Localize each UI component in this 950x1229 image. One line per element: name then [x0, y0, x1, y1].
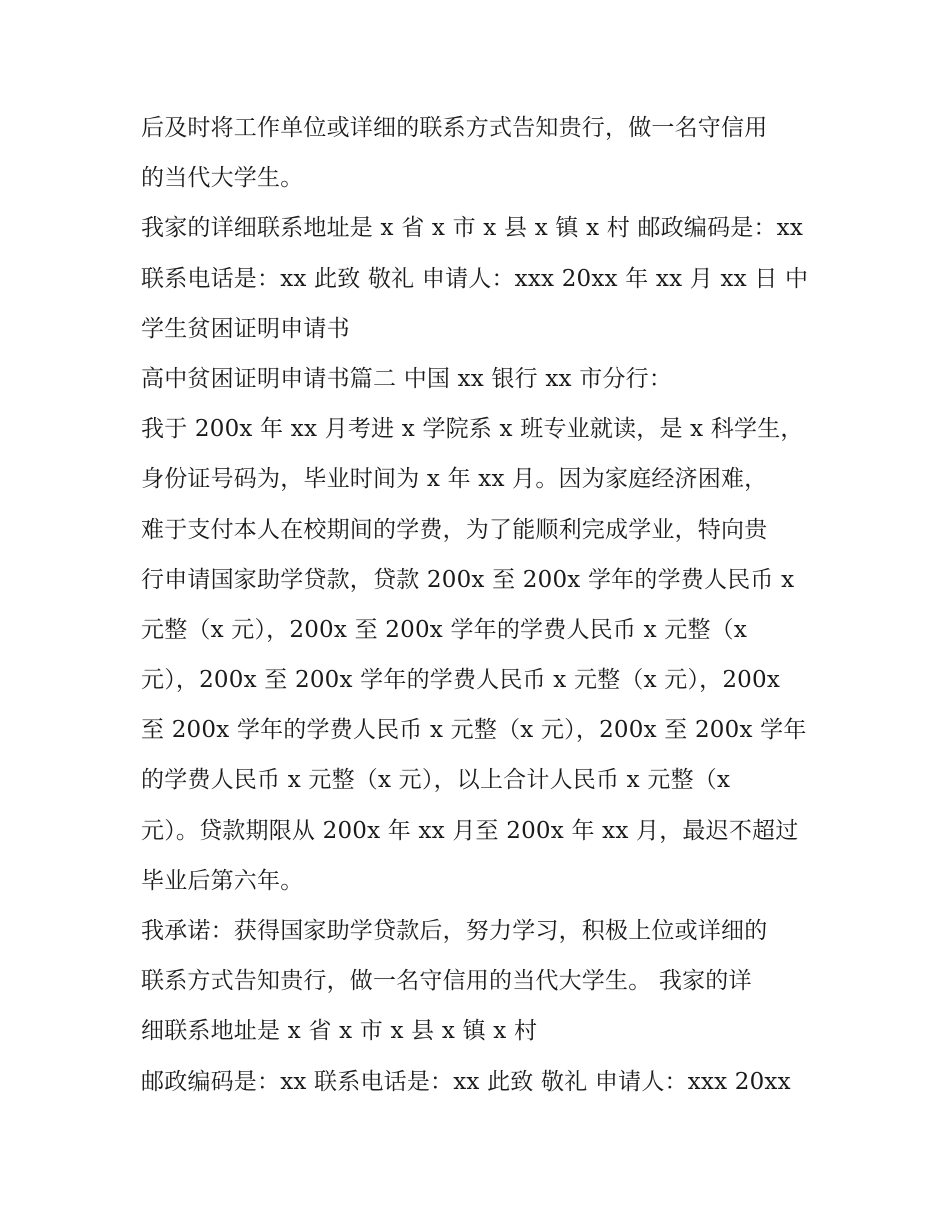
text-line: 元），200x 至 200x 学年的学费人民币 x 元整（x 元），200x [141, 667, 781, 694]
text-line: 我于 200x 年 xx 月考进 x 学院系 x 班专业就读，是 x 科学生， [141, 416, 804, 443]
text-line: 身份证号码为，毕业时间为 x 年 xx 月。因为家庭经济困难， [141, 466, 768, 493]
text-line: 难于支付本人在校期间的学费，为了能顺利完成学业，特向贵 [141, 516, 768, 543]
text-line: 高中贫困证明申请书篇二 中国 xx 银行 xx 市分行： [141, 365, 673, 392]
text-line: 我承诺：获得国家助学贷款后，努力学习，积极上位或详细的 [141, 918, 768, 944]
text-line: 邮政编码是：xx 联系电话是：xx 此致 敬礼 申请人：xxx 20xx [141, 1068, 791, 1095]
text-line: 后及时将工作单位或详细的联系方式告知贵行，做一名守信用 [141, 115, 768, 141]
text-line: 联系方式告知贵行，做一名守信用的当代大学生。 我家的详 [141, 968, 752, 995]
text-line: 学生贫困证明申请书 [141, 315, 350, 342]
text-line: 的当代大学生。 [141, 165, 304, 192]
text-line: 的学费人民币 x 元整（x 元），以上合计人民币 x 元整（x [141, 767, 731, 794]
text-line: 毕业后第六年。 [141, 867, 304, 894]
text-line: 细联系地址是 x 省 x 市 x 县 x 镇 x 村 [141, 1018, 538, 1045]
text-line: 元整（x 元），200x 至 200x 学年的学费人民币 x 元整（x [141, 616, 748, 643]
text-line: 我家的详细联系地址是 x 省 x 市 x 县 x 镇 x 村 邮政编码是：xx [141, 215, 804, 242]
text-line: 联系电话是：xx 此致 敬礼 申请人：xxx 20xx 年 xx 月 xx 日 中 [141, 265, 809, 292]
document-body [141, 103, 821, 1107]
text-line: 行申请国家助学贷款，贷款 200x 至 200x 学年的学费人民币 x [141, 566, 795, 593]
text-line: 至 200x 学年的学费人民币 x 元整（x 元），200x 至 200x 学年 [141, 717, 807, 744]
text-line: 元）。贷款期限从 200x 年 xx 月至 200x 年 xx 月，最迟不超过 [141, 817, 799, 844]
